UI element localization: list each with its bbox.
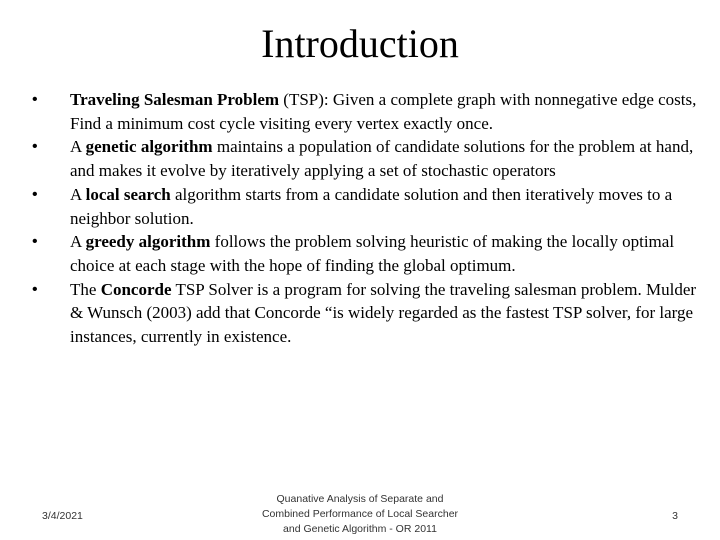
bullet-text: maintains a population of candidate solutions for the problem at hand, and makes it evolve by iteratively applying a set of stochastic operators (70, 137, 694, 181)
bullet-term: Traveling Salesman Problem (70, 90, 280, 109)
bullet-prefix: A (70, 232, 86, 252)
bullet-list (30, 88, 700, 349)
bullet-term: genetic algorithm (85, 137, 213, 157)
bullet-term: greedy algorithm (85, 232, 211, 252)
bullet-term: Concorde (100, 279, 172, 299)
bullet-item-greedy-algorithm (30, 230, 700, 277)
bullet-prefix: The (70, 279, 101, 299)
bullet-text: TSP Solver is a program for solving the traveling salesman problem. Mulder & Wunsch (2003) add that Concorde “is widely regarded as the fastest TSP solver, for large instances, currently in existence. (70, 279, 697, 347)
footer-caption-line: Quanative Analysis of Separate and (276, 493, 444, 505)
bullet-item-tsp (30, 88, 700, 135)
footer-caption-line: Combined Performance of Local Searcher (261, 508, 459, 520)
bullet-item-local-search (30, 183, 700, 230)
footer-date: 3/4/2021 (42, 510, 83, 522)
slide-title: Introduction (261, 21, 459, 66)
bullet-icon: • (32, 233, 38, 251)
bullet-term: local search (85, 184, 171, 204)
bullet-icon: • (32, 185, 38, 203)
footer-caption (240, 492, 480, 537)
bullet-prefix: A (70, 137, 86, 157)
bullet-text: algorithm starts from a candidate solution and then iteratively moves to a neighbor solution. (70, 184, 673, 228)
bullet-icon: • (32, 280, 38, 298)
bullet-item-concorde (30, 278, 700, 349)
bullet-icon: • (32, 138, 38, 156)
bullet-item-genetic-algorithm (30, 135, 700, 182)
footer-caption-line: and Genetic Algorithm - OR 2011 (283, 523, 437, 535)
page-number: 3 (672, 510, 678, 522)
bullet-text: follows the problem solving heuristic of making the locally optimal choice at each stage with the hope of finding the global optimum. (70, 232, 675, 275)
bullet-prefix: A (70, 184, 86, 204)
bullet-icon: • (32, 91, 38, 108)
bullet-text: (TSP): Given a complete graph with nonnegative edge costs, Find a minimum cost cycle visiting every vertex exactly once. (70, 90, 697, 133)
